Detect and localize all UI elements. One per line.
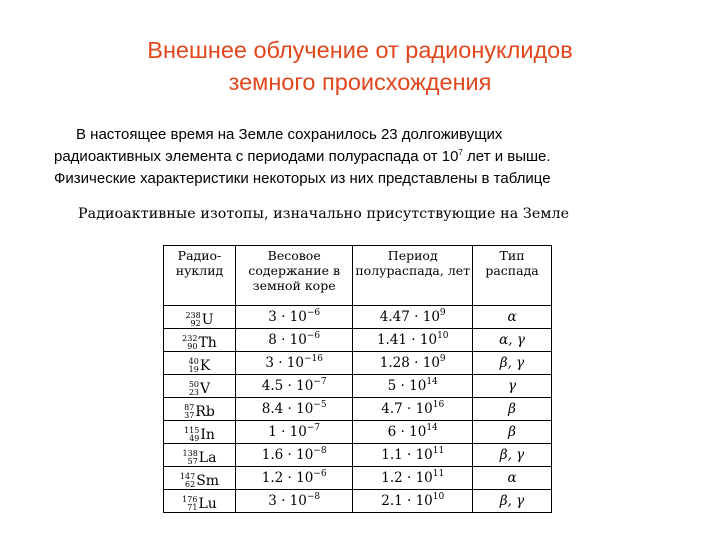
- nuclide-cell: [164, 421, 236, 444]
- half-life-cell: [353, 444, 473, 467]
- nuclide-numbers: [182, 335, 197, 351]
- content-exponent: −8: [306, 492, 321, 502]
- content-cell: [235, 398, 352, 421]
- nuclide-symbol: [183, 450, 217, 466]
- content-exponent: −6: [306, 308, 321, 318]
- content-exponent: −6: [306, 331, 321, 341]
- nuclide-cell: [164, 467, 236, 490]
- nuclide-symbol: [182, 335, 217, 351]
- table-row: [164, 329, 552, 352]
- content-mantissa: 1 · 10: [268, 424, 307, 440]
- decay-type-cell: β: [473, 421, 552, 444]
- half-life-mantissa: 6 · 10: [387, 424, 427, 440]
- nuclide-cell: [164, 375, 236, 398]
- nuclide-cell: [164, 306, 236, 329]
- mass-number: 40: [188, 357, 199, 366]
- half-life-cell: [353, 421, 473, 444]
- nuclide-cell: [164, 329, 236, 352]
- paragraph-line-2-text: радиоактивных элемента с периодами полураспада от 10: [54, 148, 459, 165]
- paragraph-line-2-end: лет и выше.: [462, 148, 551, 165]
- half-life-exponent: 10: [432, 492, 445, 502]
- half-life-cell: [353, 306, 473, 329]
- title-line-2: земного происхождения: [228, 69, 492, 95]
- content-exponent: −7: [313, 377, 327, 387]
- half-life-mantissa: 1.28 · 10: [379, 355, 440, 371]
- element-symbol: V: [200, 381, 211, 397]
- atomic-number: 49: [189, 434, 200, 443]
- half-life-mantissa: 4.47 · 10: [379, 309, 440, 325]
- decay-type-cell: γ: [473, 375, 552, 398]
- table-row: [164, 306, 552, 329]
- half-life-exponent: 10: [437, 331, 449, 341]
- intro-paragraph: [54, 124, 674, 190]
- paragraph-exponent: 7: [458, 148, 463, 157]
- half-life-exponent: 11: [432, 446, 445, 456]
- header-content: Весовое содержание в земной коре: [235, 246, 352, 306]
- decay-type-cell: β, γ: [473, 490, 552, 513]
- content-mantissa: 3 · 10: [268, 309, 307, 325]
- header-nuclide: Радио-нуклид: [164, 246, 236, 306]
- mass-number: 232: [182, 334, 198, 343]
- decay-type-cell: α: [473, 306, 552, 329]
- content-mantissa: 8 · 10: [268, 332, 307, 348]
- table-row: [164, 398, 552, 421]
- atomic-number: 57: [187, 457, 198, 466]
- table-body: [164, 306, 552, 513]
- content-mantissa: 1.6 · 10: [261, 447, 314, 463]
- half-life-mantissa: 5 · 10: [387, 378, 427, 394]
- half-life-mantissa: 4.7 · 10: [381, 401, 433, 417]
- content-mantissa: 3 · 10: [265, 355, 304, 371]
- content-exponent: −7: [306, 423, 321, 433]
- half-life-mantissa: 1.41 · 10: [376, 332, 438, 348]
- content-cell: [235, 329, 352, 352]
- half-life-cell: [353, 375, 473, 398]
- nuclide-numbers: [183, 450, 198, 466]
- atomic-number: 71: [187, 503, 198, 512]
- atomic-number: 19: [188, 365, 199, 374]
- mass-number: 238: [185, 311, 201, 320]
- table-row: [164, 490, 552, 513]
- nuclide-numbers: [185, 312, 200, 328]
- atomic-number: 37: [184, 411, 195, 420]
- nuclide-numbers: [180, 473, 195, 489]
- element-symbol: U: [201, 312, 214, 328]
- table-row: [164, 421, 552, 444]
- isotope-table: [163, 245, 552, 513]
- half-life-mantissa: 1.1 · 10: [381, 447, 433, 463]
- half-life-exponent: 16: [432, 400, 445, 410]
- atomic-number: 62: [185, 480, 196, 489]
- atomic-number: 23: [188, 388, 200, 397]
- content-mantissa: 8.4 · 10: [261, 401, 314, 417]
- nuclide-numbers: [184, 404, 194, 420]
- half-life-mantissa: 2.1 · 10: [381, 493, 433, 509]
- nuclide-symbol: [182, 496, 217, 512]
- element-symbol: In: [200, 427, 215, 443]
- atomic-number: 90: [187, 342, 198, 351]
- nuclide-numbers: [184, 427, 199, 443]
- content-mantissa: 3 · 10: [268, 493, 307, 509]
- element-symbol: Th: [198, 335, 217, 351]
- content-exponent: −16: [304, 354, 323, 364]
- element-symbol: Rb: [195, 404, 215, 420]
- nuclide-cell: [164, 490, 236, 513]
- nuclide-cell: [164, 444, 236, 467]
- content-cell: [235, 421, 352, 444]
- nuclide-numbers: [182, 496, 197, 512]
- content-exponent: −5: [313, 400, 327, 410]
- element-symbol: La: [198, 450, 217, 466]
- nuclide-cell: [164, 352, 236, 375]
- half-life-cell: [353, 398, 473, 421]
- mass-number: 138: [182, 449, 198, 458]
- content-cell: [235, 352, 352, 375]
- half-life-mantissa: 1.2 · 10: [381, 470, 433, 486]
- atomic-number: 92: [190, 319, 201, 328]
- content-exponent: −8: [313, 446, 327, 456]
- paragraph-line-1: В настоящее время на Земле сохранилось 23 долгоживущих: [76, 126, 503, 143]
- half-life-exponent: 9: [439, 308, 446, 318]
- nuclide-symbol: [189, 358, 211, 374]
- nuclide-cell: [164, 398, 236, 421]
- table-row: [164, 352, 552, 375]
- header-half-life: Период полураспада, лет: [353, 246, 473, 306]
- table-row: [164, 467, 552, 490]
- content-cell: [235, 306, 352, 329]
- half-life-cell: [353, 467, 473, 490]
- nuclide-symbol: [189, 381, 210, 397]
- element-symbol: K: [199, 358, 211, 374]
- half-life-exponent: 14: [426, 423, 438, 433]
- content-cell: [235, 467, 352, 490]
- half-life-cell: [353, 329, 473, 352]
- content-cell: [235, 375, 352, 398]
- table-row: [164, 444, 552, 467]
- nuclide-symbol: [184, 404, 215, 420]
- element-symbol: Lu: [198, 496, 217, 512]
- mass-number: 115: [184, 426, 200, 435]
- half-life-cell: [353, 490, 473, 513]
- element-symbol: Sm: [196, 473, 220, 489]
- paragraph-line-2: [54, 146, 674, 168]
- table-header-row: [164, 246, 552, 306]
- half-life-exponent: 11: [432, 469, 445, 479]
- content-cell: [235, 490, 352, 513]
- mass-number: 147: [179, 472, 196, 481]
- decay-type-cell: β: [473, 398, 552, 421]
- slide-title: [0, 34, 720, 98]
- mass-number: 50: [188, 380, 200, 389]
- content-cell: [235, 444, 352, 467]
- nuclide-symbol: [184, 427, 215, 443]
- content-mantissa: 1.2 · 10: [261, 470, 314, 486]
- decay-type-cell: α, γ: [473, 329, 552, 352]
- decay-type-cell: β, γ: [473, 444, 552, 467]
- paragraph-line-3: Физические характеристики некоторых из них представлены в таблице: [54, 170, 551, 187]
- nuclide-numbers: [189, 358, 199, 374]
- half-life-cell: [353, 352, 473, 375]
- header-decay-type: Тип распада: [473, 246, 552, 306]
- half-life-exponent: 9: [439, 354, 446, 364]
- content-exponent: −6: [313, 469, 327, 479]
- decay-type-cell: β, γ: [473, 352, 552, 375]
- decay-type-cell: α: [473, 467, 552, 490]
- table-row: [164, 375, 552, 398]
- mass-number: 176: [182, 495, 198, 504]
- content-mantissa: 4.5 · 10: [261, 378, 314, 394]
- nuclide-numbers: [189, 381, 199, 397]
- mass-number: 87: [184, 403, 195, 412]
- half-life-exponent: 14: [426, 377, 438, 387]
- nuclide-symbol: [185, 312, 213, 328]
- table-caption: Радиоактивные изотопы, изначально присутствующие на Земле: [78, 206, 570, 222]
- title-line-1: Внешнее облучение от радионуклидов: [147, 37, 573, 63]
- nuclide-symbol: [180, 473, 219, 489]
